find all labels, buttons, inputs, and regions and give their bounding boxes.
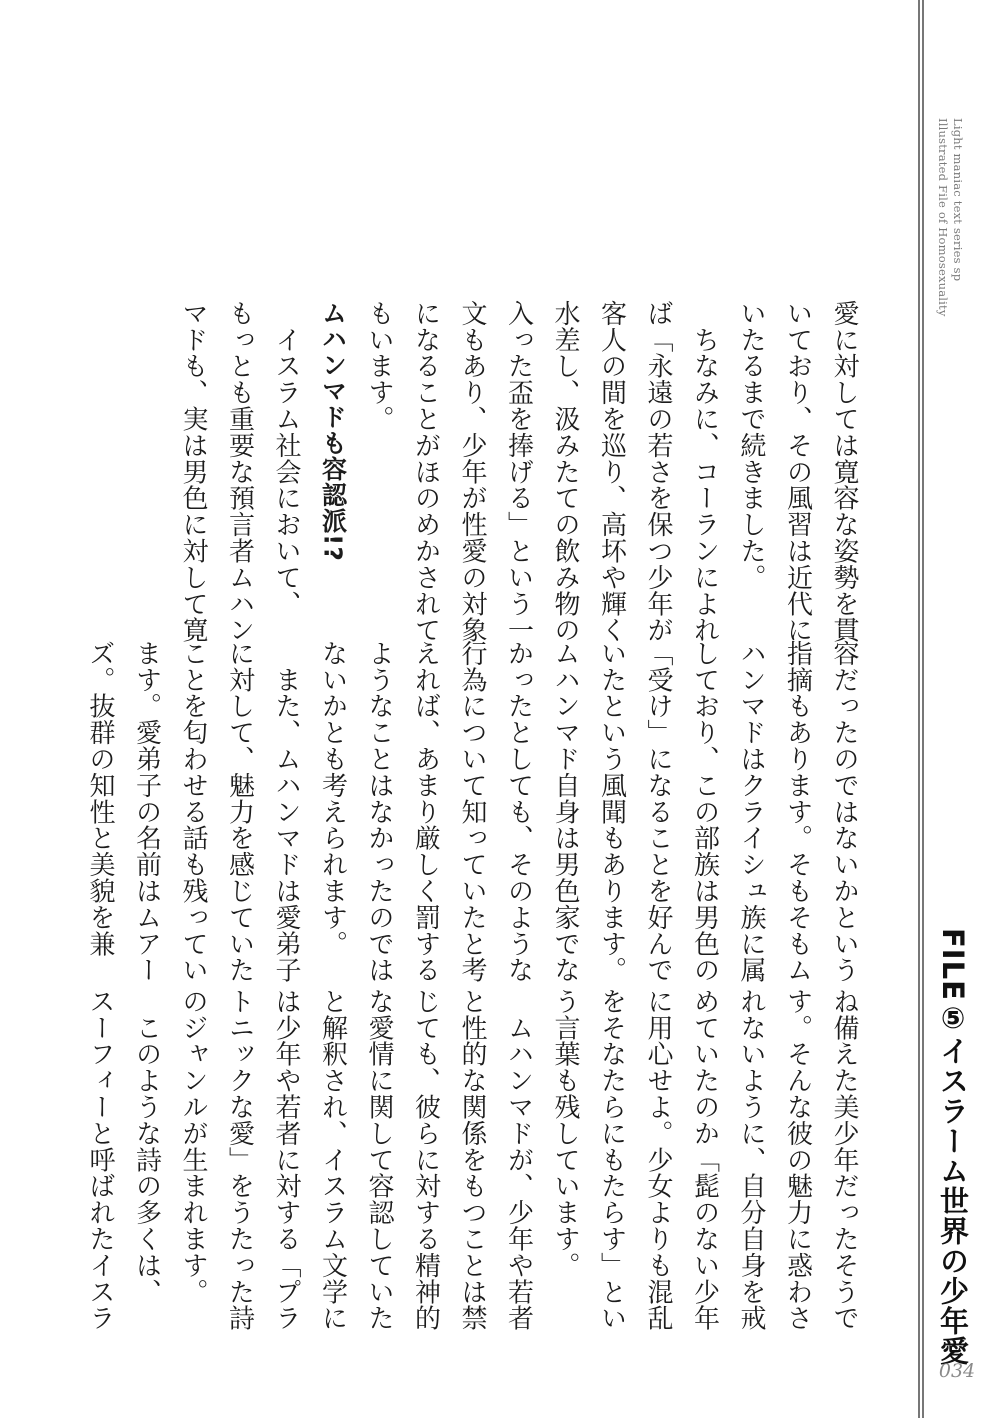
- body-line: す。そんな彼の魅力に惑わさ: [782, 988, 813, 1332]
- section-subheading: ムハンマドも容認派!?: [318, 300, 348, 562]
- body-line: な愛情に関して容認していた: [364, 988, 394, 1332]
- body-line: トニックな愛」をうたった詩: [224, 988, 255, 1332]
- body-line: いたるまで続きました。: [736, 300, 766, 591]
- body-line: 愛に対しては寛容な姿勢を貫: [829, 300, 859, 644]
- body-line: 行為について知っていたと考: [457, 640, 487, 984]
- body-line: 客人の間を巡り、高坏や輝く: [596, 300, 627, 644]
- series-line-2: Illustrated File of Homosexuality: [936, 118, 950, 317]
- body-line: じても、彼らに対する精神的: [410, 988, 441, 1332]
- body-line: ば「永遠の若さを保つ少年が: [643, 300, 673, 644]
- text-block-top: [95, 300, 867, 652]
- body-line: マドも、実は男色に対して寛: [178, 300, 208, 644]
- body-line: しており、この部族は男色の: [689, 640, 720, 984]
- body-line: かったとしても、そのような: [503, 640, 534, 984]
- body-line: また、ムハンマドは愛弟子: [271, 640, 301, 984]
- series-line-1: Light maniac text series sp: [951, 118, 965, 282]
- body-line: ちなみに、コーランによれ: [689, 300, 720, 644]
- body-line: 文もあり、少年が性愛の対象: [457, 300, 487, 644]
- body-line: ね備えた美少年だったそうで: [829, 988, 859, 1332]
- margin-rule-outer: [918, 0, 920, 1418]
- chapter-title: FILE⑤イスラーム世界の少年愛: [936, 928, 970, 1366]
- page-number: 034: [938, 1360, 976, 1382]
- body-line: ムハンマドが、少年や若者: [503, 988, 534, 1332]
- body-line: このような詩の多くは、: [131, 988, 162, 1305]
- body-line: は少年や若者に対する「プラ: [271, 988, 301, 1332]
- body-line: ことを匂わせる話も残ってい: [178, 640, 208, 984]
- body-line: 「受け」になることを好んで: [643, 640, 673, 984]
- body-line: れないように、自分自身を戒: [736, 988, 766, 1332]
- body-line: ます。愛弟子の名前はムアー: [131, 640, 162, 984]
- body-line: ハンマドはクライシュ族に属: [736, 640, 766, 984]
- body-line: もっとも重要な預言者ムハン: [224, 300, 255, 644]
- body-line: めていたのか「髭のない少年: [689, 988, 720, 1332]
- body-line: スーフィーと呼ばれたイスラ: [85, 988, 115, 1332]
- body-line: と性的な関係をもつことは禁: [457, 988, 487, 1332]
- body-line: う言葉も残しています。: [550, 988, 580, 1279]
- body-line: ムハンマド自身は男色家でな: [550, 640, 580, 984]
- body-line: いており、その風習は近代に: [782, 300, 813, 644]
- body-line: 入った盃を捧げる」という一: [503, 300, 534, 644]
- body-line: 容だったのではないかという: [829, 640, 859, 984]
- body-line: 水差し、汲みたての飲み物の: [550, 300, 580, 644]
- series-title: [935, 118, 965, 317]
- body-line: と解釈され、イスラム文学に: [317, 988, 348, 1332]
- body-line: をそなたらにもたらす」とい: [596, 988, 627, 1332]
- body-line: イスラム社会において、: [271, 300, 301, 617]
- text-block-middle: [85, 640, 867, 984]
- body-line: ズ。抜群の知性と美貌を兼: [85, 640, 115, 957]
- body-line: もいます。: [364, 300, 394, 432]
- body-line: に用心せよ。少女よりも混乱: [643, 988, 673, 1332]
- text-block-bottom: [85, 988, 867, 1332]
- body-line: えれば、あまり厳しく罰する: [410, 640, 441, 984]
- body-line: になることがほのめかされて: [410, 300, 441, 644]
- body-line: 指摘もあります。そもそもム: [782, 640, 813, 984]
- body-line: に対して、魅力を感じていた: [224, 640, 255, 984]
- margin-rule-inner: [922, 0, 924, 1418]
- body-line: いたという風聞もあります。: [596, 640, 627, 984]
- body-line: のジャンルが生まれます。: [178, 988, 208, 1305]
- body-line: ないかとも考えられます。: [317, 640, 348, 957]
- body-line: ようなことはなかったのでは: [364, 640, 394, 984]
